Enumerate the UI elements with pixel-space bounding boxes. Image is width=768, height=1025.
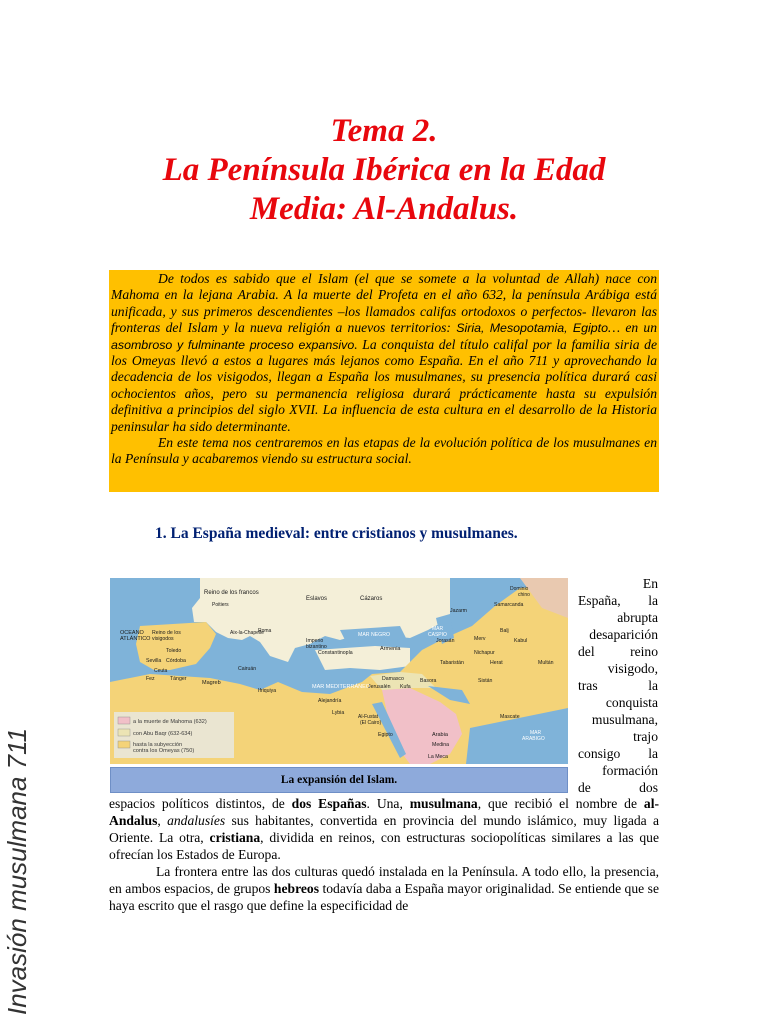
map-label-samarkand: Samarcanda	[494, 602, 524, 608]
map-label-jerusalem: Jerusalén	[368, 684, 391, 690]
map-label-fez: Fez	[146, 676, 155, 682]
map-label-constantinople: Constantinopla	[318, 650, 353, 656]
map-label-basora: Basora	[420, 678, 437, 684]
map-label-kufa: Kufa	[400, 684, 411, 690]
side-line: abrupta	[617, 610, 658, 625]
map-label-khazars: Cázaros	[360, 596, 383, 602]
islam-expansion-map	[110, 578, 568, 764]
map-label-tabaristan: Tabaristán	[440, 660, 464, 666]
section-heading: 1. La España medieval: entre cristianos y musulmanes.	[155, 525, 518, 542]
legend-label-1: a la muerte de Mahoma (632)	[133, 719, 207, 725]
map-label-fustat: Al-Fustat	[358, 714, 379, 720]
legend-label-3: hasta la subyección	[133, 742, 183, 748]
map-label-multan: Multán	[538, 660, 554, 666]
map-label-arabian-sea-2: ARABIGO	[522, 736, 545, 742]
map-label-franks: Reino de los francos	[204, 590, 259, 596]
side-line: tras la	[578, 678, 658, 693]
map-label-cordoba: Córdoba	[166, 658, 186, 664]
handwritten-note	[2, 690, 32, 1020]
map-label-medina: Medina	[432, 742, 450, 748]
map-label-damascus: Damasco	[382, 676, 404, 682]
side-line: En	[642, 576, 658, 591]
legend-label-2: con Abu Baqr (632-634)	[133, 731, 193, 737]
map-label-meca: La Meca	[428, 754, 448, 760]
side-line: formación	[602, 763, 658, 778]
side-line: del reino	[578, 644, 658, 659]
map-label-ocean: OCEANO	[120, 630, 144, 636]
title-line-1: Tema 2.	[330, 113, 438, 149]
side-line: de dos	[578, 780, 658, 795]
map-label-merv: Merv	[474, 636, 486, 642]
map-label-ocean-2: ATLÁNTICO	[120, 636, 151, 642]
map-label-fustat-2: (El Cairo)	[360, 720, 382, 726]
map-label-magreb: Magreb	[202, 680, 221, 686]
handwriting-svg	[2, 690, 32, 1020]
intro-sans-text: Siria, Mesopotamia, Egipto	[456, 321, 608, 336]
intro-paragraph-1	[111, 271, 657, 435]
map-label-alejandria: Alejandría	[318, 698, 342, 704]
handwriting-text: Invasión musulmana 711	[2, 727, 32, 1015]
map-label-sistan: Sistán	[478, 678, 493, 684]
intro-paragraph-2: En este tema nos centraremos en las etapas de la evolución política de los musulmanes en la Península y acabaremos viendo su estructura social.	[111, 435, 657, 467]
map-label-balj: Balj	[500, 628, 509, 634]
map-label-rome: Roma	[258, 628, 272, 634]
map-label-jazar: Jazarm	[450, 608, 468, 614]
side-text-column	[578, 575, 658, 796]
map-label-caspian: MAR	[432, 626, 444, 632]
map-label-black-sea: MAR NEGRO	[358, 632, 390, 638]
map-label-sevilla: Sevilla	[146, 658, 162, 664]
side-line: España, la	[578, 593, 658, 608]
side-line: visigodo,	[607, 661, 658, 676]
map-label-caspian-2: CASPIO	[428, 632, 447, 638]
title-line-2: La Península Ibérica en la Edad	[162, 152, 606, 188]
map-label-herat: Herat	[490, 660, 503, 666]
map-label-china-2: chino	[518, 592, 530, 598]
legend-swatch-2	[118, 729, 130, 736]
map-label-visigoths-2: visigodos	[152, 636, 174, 642]
map-label-armenia: Armenia	[380, 646, 401, 652]
intro-box	[109, 270, 659, 492]
map-caption: La expansión del Islam.	[280, 774, 398, 786]
intro-text: De todos es sabido que el Islam (el que se somete a la voluntad de Allah) nace con Mahoma en la lejana Arabia. A la muerte del Profeta en el año 632, la península Arábiga está unificada, y sus primeros descendientes –los llamados califas ortodoxos o perfectos- llevaron las fronteras del Islam y la nueva religión a nuevos territorios:	[111, 271, 657, 336]
map-label-ceuta: Ceuta	[154, 668, 168, 674]
title-line-3: Media: Al-Andalus.	[249, 191, 519, 227]
body-paragraph-1: espacios políticos distintos, de dos Españas. Una, musulmana, que recibió el nombre de al-Andalus, andalusíes sus habitantes, convertida en provincia del mundo islámico, muy ligada a Oriente. La otra, cristiana, dividida en reinos, con estructuras sociopolíticas similares a las que ofrecían los Estados de Europa.	[109, 796, 660, 862]
side-line: trajo	[633, 729, 658, 744]
map-label-arabia: Arabia	[432, 732, 448, 738]
map-label-visigoths: Reino de los	[152, 630, 181, 636]
side-line: conquista	[605, 695, 658, 710]
map-label-egipto: Egipto	[378, 732, 393, 738]
legend-swatch-1	[118, 717, 130, 724]
map-label-nichapur: Nichapur	[474, 650, 495, 656]
map-label-mediterranean: MAR MEDITERRÁNEO	[312, 684, 371, 690]
map-label-toledo: Toledo	[166, 648, 182, 654]
map-label-tanger: Tánger	[170, 676, 187, 682]
map-label-poitiers: Poitiers	[212, 602, 229, 608]
map-label-arabian-sea: MAR	[530, 730, 542, 736]
map-label-mascate: Mascate	[500, 714, 520, 720]
body-paragraph-2: La frontera entre las dos culturas quedó instalada en la Península. A todo ello, la presencia, en ambos espacios, de grupos hebreos todavía daba a España mayor originalidad. Se entiende que se haya escrito que el rasgo que define la especificidad de	[109, 864, 659, 913]
map-label-kabul: Kabul	[514, 638, 528, 644]
map-label-jorasan: Jorasán	[436, 638, 455, 644]
map-caption-bar	[110, 767, 568, 793]
map-label-libia: Lybia	[332, 710, 345, 716]
map-label-china: Dominio	[510, 586, 529, 592]
side-line: musulmana,	[591, 712, 658, 727]
map-label-aix: Aix-la-Chapelle	[230, 630, 264, 636]
side-line: desaparición	[589, 627, 658, 642]
page-title	[100, 112, 668, 229]
intro-sans-text: asombroso y fulminante proceso expansivo	[111, 337, 355, 352]
map-svg	[110, 578, 568, 764]
body-text	[109, 795, 659, 914]
map-label-byzantine-2: bizantino	[306, 644, 327, 650]
intro-text: . La conquista del título califal por la familia siria de los Omeyas llevó a estos a lugares más lejanos como España. En el año 711 y aprovechando la decadencia de los visigodos, llegan a España los musulmanes, su presencia política durará casi ochocientos años, pero su permanencia religiosa durará prácticamente hasta su expulsión definitiva a principios del siglo XVII. La influencia de esta cultura en el desarrollo de la Historia peninsular ha sido determinante.	[111, 336, 657, 434]
map-label-slavs: Eslavos	[306, 596, 328, 602]
map-label-ifriquiya: Ifriquiya	[258, 688, 277, 694]
legend-label-3b: contra los Omeyas (750)	[133, 748, 195, 754]
side-line: consigo la	[578, 746, 658, 761]
map-label-byzantine: Imperio	[306, 638, 324, 644]
map-label-cairuan: Cairuán	[238, 666, 257, 672]
intro-text: … en un	[608, 320, 658, 336]
legend-swatch-3	[118, 741, 130, 748]
